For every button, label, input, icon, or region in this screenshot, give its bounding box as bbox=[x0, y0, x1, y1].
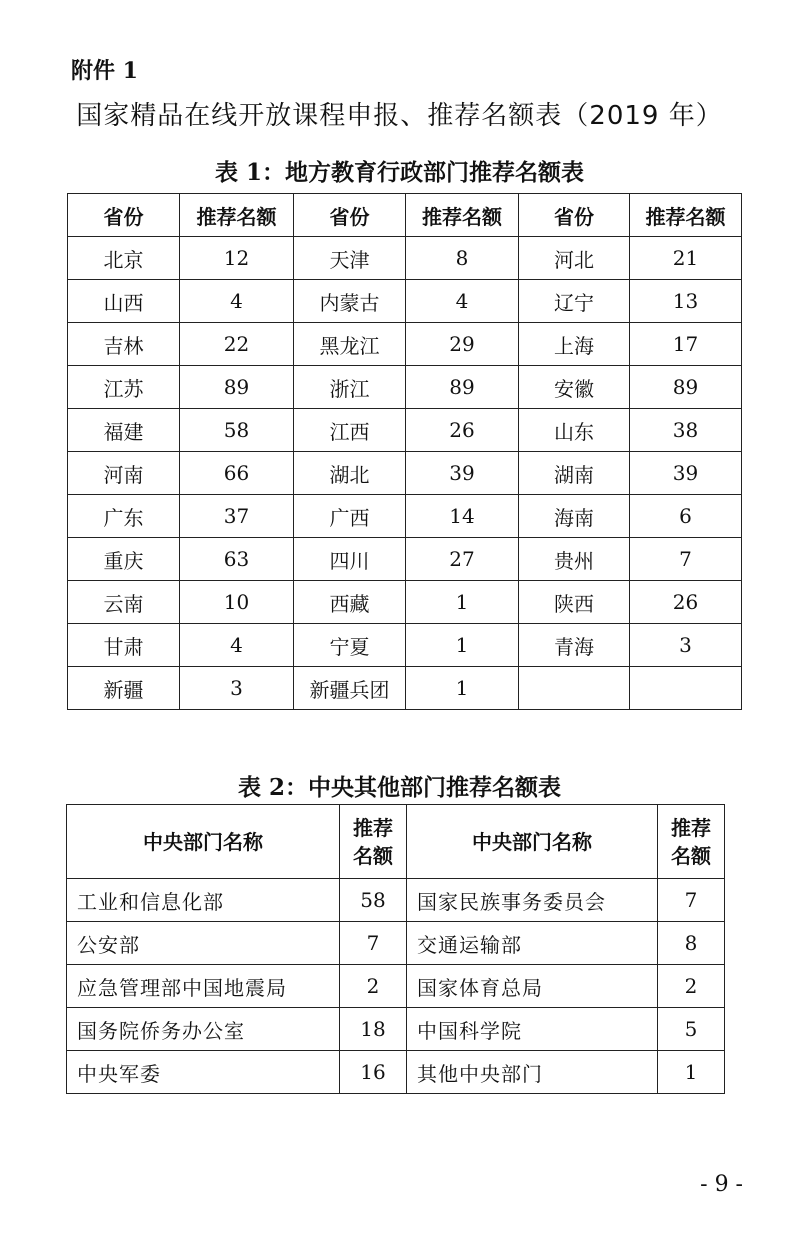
department-cell: 应急管理部中国地震局 bbox=[67, 965, 340, 1008]
header-quota: 推荐名额 bbox=[630, 194, 742, 237]
quota-cell: 2 bbox=[340, 965, 407, 1008]
quota-cell: 16 bbox=[340, 1051, 407, 1094]
province-cell: 海南 bbox=[519, 495, 630, 538]
province-cell: 云南 bbox=[68, 581, 180, 624]
table1-title: 表 1：地方教育行政部门推荐名额表 bbox=[214, 159, 584, 186]
quota-cell: 89 bbox=[630, 366, 742, 409]
local-quota-table bbox=[67, 193, 742, 710]
table2-title: 表 2：中央其他部门推荐名额表 bbox=[237, 774, 561, 801]
province-cell: 湖南 bbox=[519, 452, 630, 495]
quota-cell: 7 bbox=[340, 922, 407, 965]
department-cell: 中央军委 bbox=[67, 1051, 340, 1094]
province-cell: 黑龙江 bbox=[294, 323, 406, 366]
quota-cell: 27 bbox=[406, 538, 519, 581]
province-cell: 吉林 bbox=[68, 323, 180, 366]
quota-cell: 2 bbox=[658, 965, 725, 1008]
quota-cell bbox=[630, 667, 742, 710]
quota-cell: 7 bbox=[658, 879, 725, 922]
header-quota: 推荐名额 bbox=[406, 194, 519, 237]
header-quota-line1: 推荐 bbox=[353, 815, 393, 840]
table-row bbox=[67, 965, 725, 1008]
province-cell: 河北 bbox=[519, 237, 630, 280]
department-cell: 工业和信息化部 bbox=[67, 879, 340, 922]
province-cell: 江西 bbox=[294, 409, 406, 452]
quota-cell: 1 bbox=[406, 667, 519, 710]
quota-cell: 63 bbox=[180, 538, 294, 581]
table-row bbox=[68, 366, 742, 409]
quota-cell: 7 bbox=[630, 538, 742, 581]
quota-cell: 89 bbox=[406, 366, 519, 409]
province-cell: 广西 bbox=[294, 495, 406, 538]
table-row bbox=[67, 1008, 725, 1051]
header-quota: 推荐名额 bbox=[180, 194, 294, 237]
quota-cell: 22 bbox=[180, 323, 294, 366]
quota-cell: 1 bbox=[406, 581, 519, 624]
province-cell: 陕西 bbox=[519, 581, 630, 624]
quota-cell: 21 bbox=[630, 237, 742, 280]
header-department-name: 中央部门名称 bbox=[407, 805, 658, 879]
province-cell: 河南 bbox=[68, 452, 180, 495]
province-cell: 四川 bbox=[294, 538, 406, 581]
page-number: - 9 - bbox=[700, 1172, 743, 1197]
province-cell: 西藏 bbox=[294, 581, 406, 624]
quota-cell: 66 bbox=[180, 452, 294, 495]
province-cell: 宁夏 bbox=[294, 624, 406, 667]
table-row bbox=[68, 280, 742, 323]
province-cell: 北京 bbox=[68, 237, 180, 280]
province-cell: 江苏 bbox=[68, 366, 180, 409]
quota-cell: 8 bbox=[406, 237, 519, 280]
province-cell: 新疆 bbox=[68, 667, 180, 710]
table-row bbox=[67, 922, 725, 965]
province-cell: 安徽 bbox=[519, 366, 630, 409]
department-cell: 国家民族事务委员会 bbox=[407, 879, 658, 922]
province-cell: 天津 bbox=[294, 237, 406, 280]
province-cell: 山西 bbox=[68, 280, 180, 323]
attachment-label: 附件 1 bbox=[71, 58, 138, 84]
quota-cell: 17 bbox=[630, 323, 742, 366]
province-cell: 内蒙古 bbox=[294, 280, 406, 323]
document-title: 国家精品在线开放课程申报、推荐名额表（2019 年） bbox=[76, 101, 723, 131]
province-cell: 贵州 bbox=[519, 538, 630, 581]
header-province: 省份 bbox=[68, 194, 180, 237]
table-row bbox=[68, 538, 742, 581]
quota-cell: 26 bbox=[630, 581, 742, 624]
quota-cell: 58 bbox=[180, 409, 294, 452]
table-row bbox=[68, 667, 742, 710]
quota-cell: 38 bbox=[630, 409, 742, 452]
department-cell: 中国科学院 bbox=[407, 1008, 658, 1051]
province-cell: 新疆兵团 bbox=[294, 667, 406, 710]
table-row bbox=[68, 495, 742, 538]
department-cell: 交通运输部 bbox=[407, 922, 658, 965]
header-quota bbox=[658, 805, 725, 879]
province-cell: 上海 bbox=[519, 323, 630, 366]
quota-cell: 8 bbox=[658, 922, 725, 965]
province-cell: 山东 bbox=[519, 409, 630, 452]
quota-cell: 4 bbox=[180, 280, 294, 323]
quota-cell: 26 bbox=[406, 409, 519, 452]
quota-cell: 14 bbox=[406, 495, 519, 538]
quota-cell: 6 bbox=[630, 495, 742, 538]
table-row bbox=[68, 581, 742, 624]
quota-cell: 3 bbox=[180, 667, 294, 710]
quota-cell: 13 bbox=[630, 280, 742, 323]
province-cell: 福建 bbox=[68, 409, 180, 452]
table-row bbox=[67, 879, 725, 922]
table-row bbox=[68, 452, 742, 495]
province-cell: 浙江 bbox=[294, 366, 406, 409]
quota-cell: 18 bbox=[340, 1008, 407, 1051]
department-cell: 公安部 bbox=[67, 922, 340, 965]
quota-cell: 1 bbox=[658, 1051, 725, 1094]
department-cell: 其他中央部门 bbox=[407, 1051, 658, 1094]
quota-cell: 37 bbox=[180, 495, 294, 538]
table-row bbox=[68, 409, 742, 452]
quota-cell: 12 bbox=[180, 237, 294, 280]
quota-cell: 3 bbox=[630, 624, 742, 667]
quota-cell: 10 bbox=[180, 581, 294, 624]
province-cell: 广东 bbox=[68, 495, 180, 538]
province-cell: 重庆 bbox=[68, 538, 180, 581]
table-row bbox=[68, 624, 742, 667]
header-quota bbox=[340, 805, 407, 879]
quota-cell: 4 bbox=[406, 280, 519, 323]
table2-header-row bbox=[67, 805, 725, 879]
department-cell: 国务院侨务办公室 bbox=[67, 1008, 340, 1051]
header-quota-line2: 名额 bbox=[353, 843, 393, 868]
province-cell: 甘肃 bbox=[68, 624, 180, 667]
quota-cell: 29 bbox=[406, 323, 519, 366]
table-row bbox=[68, 323, 742, 366]
header-province: 省份 bbox=[519, 194, 630, 237]
quota-cell: 39 bbox=[630, 452, 742, 495]
header-quota-line2: 名额 bbox=[671, 843, 711, 868]
central-quota-table bbox=[66, 804, 725, 1094]
quota-cell: 39 bbox=[406, 452, 519, 495]
table-row bbox=[67, 1051, 725, 1094]
province-cell: 辽宁 bbox=[519, 280, 630, 323]
quota-cell: 4 bbox=[180, 624, 294, 667]
quota-cell: 58 bbox=[340, 879, 407, 922]
header-department-name: 中央部门名称 bbox=[67, 805, 340, 879]
header-province: 省份 bbox=[294, 194, 406, 237]
table-row bbox=[68, 237, 742, 280]
quota-cell: 5 bbox=[658, 1008, 725, 1051]
province-cell bbox=[519, 667, 630, 710]
header-quota-line1: 推荐 bbox=[671, 815, 711, 840]
table1-header-row bbox=[68, 194, 742, 237]
province-cell: 湖北 bbox=[294, 452, 406, 495]
province-cell: 青海 bbox=[519, 624, 630, 667]
quota-cell: 1 bbox=[406, 624, 519, 667]
department-cell: 国家体育总局 bbox=[407, 965, 658, 1008]
quota-cell: 89 bbox=[180, 366, 294, 409]
